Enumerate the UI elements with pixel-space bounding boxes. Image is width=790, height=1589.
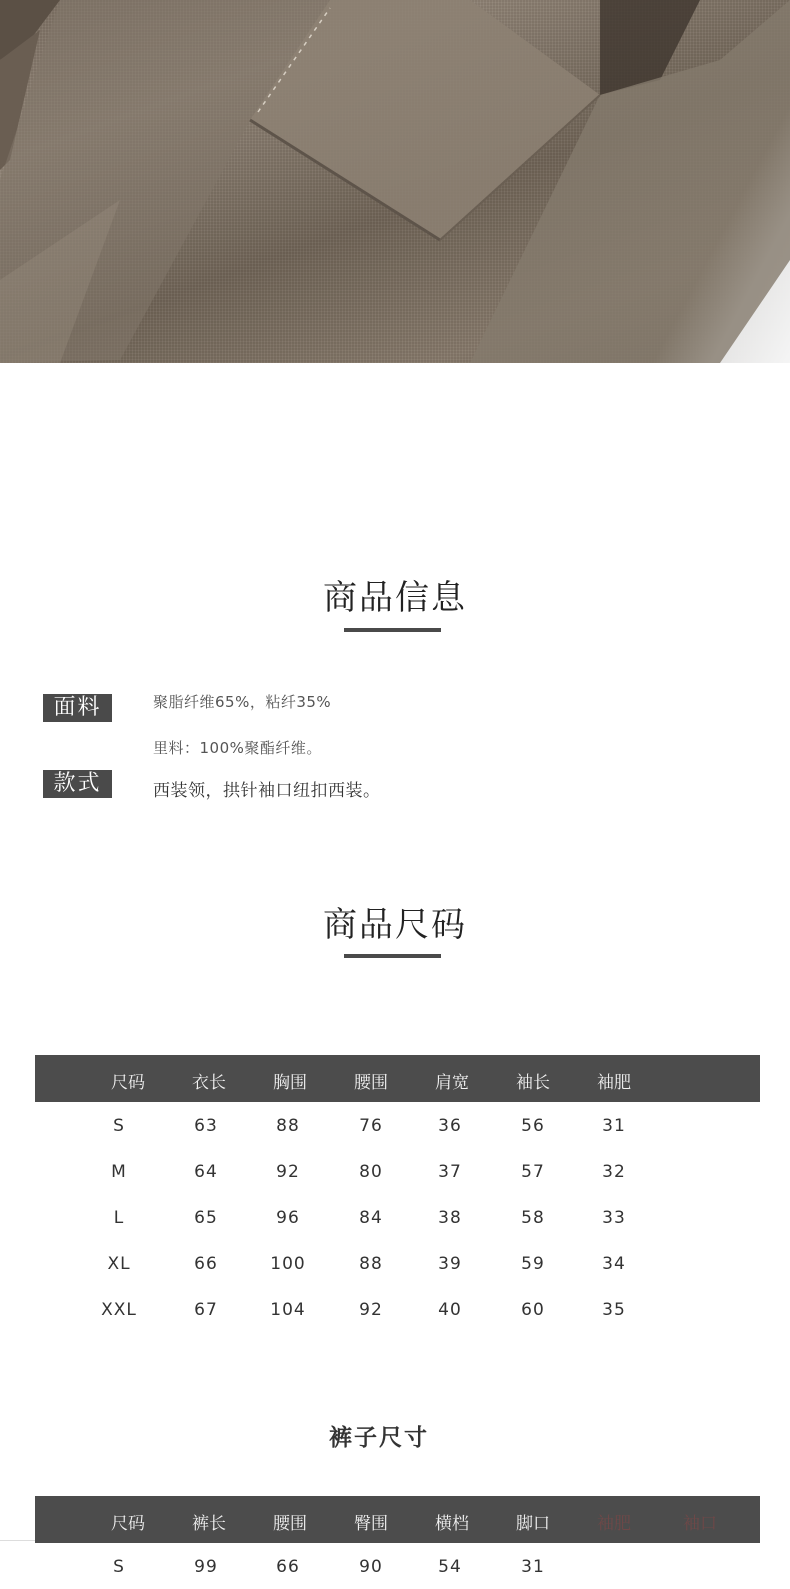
pants-cell: 90 — [359, 1557, 383, 1577]
size-cell: 59 — [521, 1254, 545, 1274]
size-table-row — [35, 1194, 760, 1240]
pants-header-cell: 尺码 — [111, 1514, 145, 1534]
size-cell: 60 — [521, 1300, 545, 1320]
size-cell: 37 — [438, 1162, 462, 1182]
pants-cell: 66 — [276, 1557, 300, 1577]
size-cell: 104 — [270, 1300, 306, 1320]
pants-header-cell: 袖口 — [683, 1514, 717, 1534]
size-table-header — [35, 1055, 760, 1102]
size-header-cell: 腰围 — [354, 1073, 388, 1093]
size-cell: XXL — [101, 1300, 137, 1320]
size-cell: 33 — [602, 1208, 626, 1228]
size-cell: S — [113, 1116, 125, 1136]
pants-header-cell: 腰围 — [273, 1514, 307, 1534]
pants-table-header — [35, 1496, 760, 1543]
size-cell: 67 — [194, 1300, 218, 1320]
size-cell: 40 — [438, 1300, 462, 1320]
pants-header-cell: 裤长 — [192, 1514, 226, 1534]
pants-header-cell: 臀围 — [354, 1514, 388, 1534]
size-cell: 65 — [194, 1208, 218, 1228]
size-table-row — [35, 1240, 760, 1286]
fabric-main-text: 聚脂纤维65%，粘纤35% — [153, 693, 332, 711]
fabric-lining-text: 里料：100%聚酯纤维。 — [153, 739, 322, 757]
style-tag: 款式 — [43, 770, 112, 798]
size-cell: 84 — [359, 1208, 383, 1228]
size-cell: 56 — [521, 1116, 545, 1136]
size-cell: 35 — [602, 1300, 626, 1320]
size-title-underline — [344, 954, 441, 958]
size-header-cell: 衣长 — [192, 1073, 226, 1093]
size-header-cell: 袖长 — [516, 1073, 550, 1093]
size-cell: 88 — [359, 1254, 383, 1274]
size-cell: 36 — [438, 1116, 462, 1136]
size-cell: 92 — [359, 1300, 383, 1320]
pants-cell: 99 — [194, 1557, 218, 1577]
pants-cell: S — [113, 1557, 125, 1577]
size-cell: 34 — [602, 1254, 626, 1274]
hero-fabric-drawing — [0, 0, 790, 363]
size-cell: 31 — [602, 1116, 626, 1136]
style-text: 西装领，拱针袖口纽扣西装。 — [153, 781, 381, 801]
size-cell: 92 — [276, 1162, 300, 1182]
size-cell: 76 — [359, 1116, 383, 1136]
size-cell: 39 — [438, 1254, 462, 1274]
size-cell: 66 — [194, 1254, 218, 1274]
size-table-row — [35, 1286, 760, 1332]
pants-header-cell: 袖肥 — [597, 1514, 631, 1534]
size-cell: XL — [107, 1254, 131, 1274]
size-header-cell: 尺码 — [111, 1073, 145, 1093]
size-cell: 88 — [276, 1116, 300, 1136]
size-cell: 96 — [276, 1208, 300, 1228]
info-title-underline — [344, 628, 441, 632]
size-cell: 57 — [521, 1162, 545, 1182]
size-header-cell: 肩宽 — [435, 1073, 469, 1093]
pants-cell: 54 — [438, 1557, 462, 1577]
fabric-tag: 面料 — [43, 694, 112, 722]
size-cell: L — [113, 1208, 125, 1228]
pants-header-cell: 横档 — [435, 1514, 469, 1534]
pants-table-row — [35, 1543, 760, 1589]
size-title: 商品尺码 — [323, 905, 467, 945]
pants-table — [35, 1496, 760, 1589]
size-cell: M — [111, 1162, 127, 1182]
size-table-row — [35, 1102, 760, 1148]
pants-title: 裤子尺寸 — [329, 1425, 429, 1451]
pants-header-cell: 脚口 — [516, 1514, 550, 1534]
hero-fabric-image — [0, 0, 790, 363]
size-cell: 64 — [194, 1162, 218, 1182]
info-title: 商品信息 — [323, 578, 467, 618]
size-header-cell: 袖肥 — [597, 1073, 631, 1093]
divider-line — [0, 1540, 35, 1541]
size-table — [35, 1055, 760, 1332]
size-cell: 38 — [438, 1208, 462, 1228]
size-cell: 63 — [194, 1116, 218, 1136]
pants-cell: 31 — [521, 1557, 545, 1577]
size-header-cell: 胸围 — [273, 1073, 307, 1093]
size-table-row — [35, 1148, 760, 1194]
size-cell: 80 — [359, 1162, 383, 1182]
size-cell: 100 — [270, 1254, 306, 1274]
size-cell: 58 — [521, 1208, 545, 1228]
size-cell: 32 — [602, 1162, 626, 1182]
